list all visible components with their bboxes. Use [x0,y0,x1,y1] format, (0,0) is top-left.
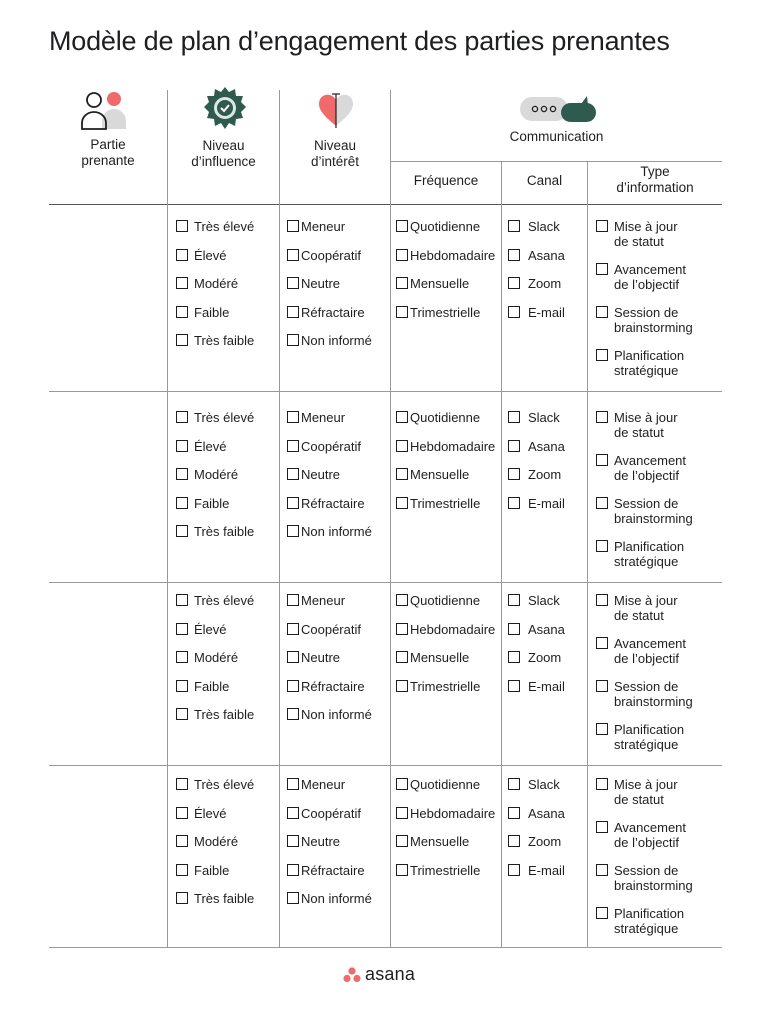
heart-icon [316,90,356,137]
type-information-option[interactable] [596,305,693,335]
badge-check-icon [203,86,247,135]
frequence-option[interactable] [396,410,480,425]
influence-checkbox[interactable] [176,835,188,847]
frequence-checkbox[interactable] [396,277,408,289]
influence-checkbox[interactable] [176,277,188,289]
interet-option-label: Neutre [301,467,341,482]
interet-checkbox[interactable] [287,468,299,480]
influence-option-label: Très élevé [194,219,255,234]
influence-option-label: Faible [194,679,230,694]
frequence-option[interactable] [396,439,495,454]
frequence-option-label: Quotidienne [410,593,481,608]
canal-option-label: E-mail [528,679,565,694]
canal-checkbox[interactable] [508,497,520,509]
influence-option-label: Élevé [194,439,227,454]
interet-option-label: Réfractaire [301,863,365,878]
type-information-option-label: Session de brainstorming [614,305,693,335]
influence-option[interactable] [176,496,229,511]
header-type-information: Type d’information [616,164,694,195]
frequence-option[interactable] [396,806,495,821]
frequence-option[interactable] [396,650,469,665]
interet-option[interactable] [287,248,361,263]
influence-checkbox[interactable] [176,651,188,663]
header-niveau-influence: Niveau d’influence [191,138,256,169]
influence-option[interactable] [176,622,227,637]
frequence-option[interactable] [396,622,495,637]
influence-checkbox[interactable] [176,623,188,635]
interet-option[interactable] [287,219,345,234]
influence-option[interactable] [176,467,238,482]
canal-option[interactable] [508,276,561,291]
influence-option[interactable] [176,863,229,878]
interet-option-label: Neutre [301,276,341,291]
canal-option-label: Slack [528,777,560,792]
canal-option[interactable] [508,410,560,425]
influence-option[interactable] [176,305,229,320]
influence-checkbox[interactable] [176,807,188,819]
canal-checkbox[interactable] [508,778,520,790]
interet-checkbox[interactable] [287,497,299,509]
canal-option-label: Slack [528,410,560,425]
canal-checkbox[interactable] [508,594,520,606]
canal-option-label: E-mail [528,305,565,320]
interet-option-label: Coopératif [301,248,361,263]
frequence-option[interactable] [396,248,495,263]
canal-option-label: Slack [528,219,560,234]
frequence-option[interactable] [396,305,480,320]
influence-option-label: Faible [194,305,230,320]
canal-checkbox[interactable] [508,468,520,480]
influence-option[interactable] [176,707,254,722]
frequence-option-label: Quotidienne [410,219,481,234]
type-information-checkbox[interactable] [596,637,608,649]
canal-option[interactable] [508,593,560,608]
influence-option-label: Très élevé [194,410,255,425]
interet-option-label: Meneur [301,410,346,425]
interet-option-label: Coopératif [301,622,361,637]
type-information-option[interactable] [596,539,684,569]
influence-option[interactable] [176,777,254,792]
frequence-checkbox[interactable] [396,594,408,606]
frequence-checkbox[interactable] [396,411,408,423]
frequence-checkbox[interactable] [396,468,408,480]
frequence-option-label: Hebdomadaire [410,806,496,821]
frequence-option[interactable] [396,219,480,234]
type-information-option[interactable] [596,636,686,666]
type-information-checkbox[interactable] [596,821,608,833]
influence-option-label: Modéré [194,276,239,291]
canal-checkbox[interactable] [508,411,520,423]
frequence-checkbox[interactable] [396,497,408,509]
frequence-option-label: Hebdomadaire [410,622,496,637]
type-information-option-label: Avancement de l’objectif [614,262,687,292]
canal-option-label: Asana [528,622,565,637]
canal-option[interactable] [508,496,565,511]
interet-option-label: Réfractaire [301,305,365,320]
influence-option-label: Faible [194,863,230,878]
canal-option-label: Slack [528,593,560,608]
influence-checkbox[interactable] [176,525,188,537]
frequence-option[interactable] [396,276,469,291]
influence-option[interactable] [176,219,254,234]
type-information-option-label: Session de brainstorming [614,496,693,526]
type-information-option[interactable] [596,348,684,378]
table-bottom-rule [49,947,722,948]
frequence-option[interactable] [396,593,480,608]
type-information-checkbox[interactable] [596,306,608,318]
frequence-checkbox[interactable] [396,651,408,663]
interet-option[interactable] [287,777,345,792]
interet-option[interactable] [287,650,340,665]
interet-checkbox[interactable] [287,220,299,232]
interet-checkbox[interactable] [287,277,299,289]
canal-checkbox[interactable] [508,306,520,318]
frequence-option-label: Trimestrielle [410,679,481,694]
type-information-checkbox[interactable] [596,263,608,275]
interet-option-label: Non informé [301,707,372,722]
interet-option-label: Meneur [301,593,346,608]
canal-option-label: Asana [528,806,565,821]
influence-checkbox[interactable] [176,680,188,692]
interet-checkbox[interactable] [287,306,299,318]
canal-checkbox[interactable] [508,623,520,635]
canal-checkbox[interactable] [508,249,520,261]
frequence-option-label: Mensuelle [410,276,470,291]
interet-option-label: Neutre [301,650,341,665]
influence-option-label: Élevé [194,622,227,637]
interet-option[interactable] [287,834,340,849]
influence-checkbox[interactable] [176,306,188,318]
type-information-checkbox[interactable] [596,454,608,466]
column-divider [587,161,588,947]
type-information-option[interactable] [596,777,678,807]
type-information-checkbox[interactable] [596,594,608,606]
frequence-checkbox[interactable] [396,220,408,232]
frequence-checkbox[interactable] [396,440,408,452]
canal-checkbox[interactable] [508,440,520,452]
canal-option[interactable] [508,834,561,849]
page-title: Modèle de plan d’engagement des parties prenantes [49,26,670,56]
canal-checkbox[interactable] [508,277,520,289]
interet-checkbox[interactable] [287,835,299,847]
influence-option-label: Élevé [194,806,227,821]
frequence-checkbox[interactable] [396,807,408,819]
influence-checkbox[interactable] [176,708,188,720]
interet-option[interactable] [287,439,361,454]
canal-option[interactable] [508,248,565,263]
header-communication: Communication [509,129,604,144]
canal-option-label: E-mail [528,863,565,878]
frequence-checkbox[interactable] [396,864,408,876]
type-information-option[interactable] [596,906,684,936]
type-information-checkbox[interactable] [596,540,608,552]
type-information-option-label: Mise à jour de statut [614,777,678,807]
interet-option-label: Meneur [301,777,346,792]
frequence-option-label: Quotidienne [410,410,481,425]
interet-option-label: Réfractaire [301,496,365,511]
influence-checkbox[interactable] [176,778,188,790]
type-information-option[interactable] [596,722,684,752]
influence-checkbox[interactable] [176,497,188,509]
influence-option[interactable] [176,593,254,608]
frequence-option[interactable] [396,496,480,511]
frequence-option[interactable] [396,467,469,482]
canal-option-label: Zoom [528,834,562,849]
canal-checkbox[interactable] [508,651,520,663]
canal-checkbox[interactable] [508,864,520,876]
canal-option[interactable] [508,622,565,637]
canal-checkbox[interactable] [508,680,520,692]
canal-option[interactable] [508,219,560,234]
type-information-option[interactable] [596,219,678,249]
influence-checkbox[interactable] [176,249,188,261]
canal-option[interactable] [508,467,561,482]
interet-option-label: Réfractaire [301,679,365,694]
frequence-checkbox[interactable] [396,680,408,692]
canal-option-label: E-mail [528,496,565,511]
canal-option[interactable] [508,650,561,665]
canal-checkbox[interactable] [508,220,520,232]
type-information-checkbox[interactable] [596,778,608,790]
influence-option-label: Modéré [194,834,239,849]
type-information-checkbox[interactable] [596,680,608,692]
interet-option[interactable] [287,707,372,722]
column-divider [390,90,391,947]
interet-option-label: Neutre [301,834,341,849]
frequence-checkbox[interactable] [396,306,408,318]
asana-logo [343,964,415,985]
interet-option[interactable] [287,679,365,694]
influence-option[interactable] [176,524,254,539]
interet-option-label: Coopératif [301,806,361,821]
chat-bubbles-icon [519,94,599,129]
interet-option[interactable] [287,333,372,348]
type-information-option-label: Planification stratégique [614,348,685,378]
influence-checkbox[interactable] [176,440,188,452]
influence-option-label: Modéré [194,650,239,665]
interet-option[interactable] [287,524,372,539]
interet-option[interactable] [287,593,345,608]
influence-checkbox[interactable] [176,220,188,232]
header-frequence: Fréquence [413,173,479,188]
influence-option[interactable] [176,806,227,821]
frequence-option-label: Quotidienne [410,777,481,792]
canal-checkbox[interactable] [508,835,520,847]
type-information-option-label: Avancement de l’objectif [614,636,687,666]
asana-logo-icon [343,967,361,983]
type-information-option[interactable] [596,262,686,292]
influence-option-label: Très faible [194,524,255,539]
influence-option-label: Très élevé [194,593,255,608]
interet-checkbox[interactable] [287,680,299,692]
frequence-option-label: Trimestrielle [410,305,481,320]
frequence-option-label: Hebdomadaire [410,439,496,454]
type-information-option-label: Avancement de l’objectif [614,453,687,483]
interet-option-label: Non informé [301,524,372,539]
column-divider [279,90,280,947]
frequence-option-label: Mensuelle [410,467,470,482]
interet-checkbox[interactable] [287,594,299,606]
interet-checkbox[interactable] [287,411,299,423]
type-information-checkbox[interactable] [596,864,608,876]
header-niveau-interet: Niveau d’intérêt [310,138,360,169]
column-divider [167,90,168,947]
type-information-checkbox[interactable] [596,411,608,423]
asana-logo-text: asana [365,964,416,984]
row-divider [49,391,722,392]
influence-option[interactable] [176,410,254,425]
header-canal: Canal [526,173,563,188]
influence-option-label: Faible [194,496,230,511]
influence-option[interactable] [176,834,238,849]
interet-option[interactable] [287,891,372,906]
frequence-option-label: Hebdomadaire [410,248,496,263]
frequence-checkbox[interactable] [396,778,408,790]
canal-option[interactable] [508,305,565,320]
canal-option[interactable] [508,679,565,694]
type-information-option-label: Mise à jour de statut [614,219,678,249]
type-information-option-label: Planification stratégique [614,906,685,936]
interet-option[interactable] [287,496,365,511]
frequence-checkbox[interactable] [396,835,408,847]
type-information-checkbox[interactable] [596,497,608,509]
influence-option[interactable] [176,248,227,263]
influence-option[interactable] [176,650,238,665]
influence-option[interactable] [176,891,254,906]
interet-option[interactable] [287,622,361,637]
type-information-option-label: Mise à jour de statut [614,593,678,623]
frequence-checkbox[interactable] [396,623,408,635]
influence-checkbox[interactable] [176,411,188,423]
frequence-option-label: Mensuelle [410,834,470,849]
type-information-option[interactable] [596,453,686,483]
interet-checkbox[interactable] [287,249,299,261]
interet-option[interactable] [287,467,340,482]
frequence-option-label: Trimestrielle [410,863,481,878]
interet-option-label: Non informé [301,891,372,906]
type-information-checkbox[interactable] [596,723,608,735]
interet-checkbox[interactable] [287,807,299,819]
type-information-option[interactable] [596,863,693,893]
frequence-option-label: Mensuelle [410,650,470,665]
type-information-option[interactable] [596,679,693,709]
type-information-option-label: Planification stratégique [614,722,685,752]
interet-option-label: Coopératif [301,439,361,454]
interet-option[interactable] [287,806,361,821]
influence-option[interactable] [176,679,229,694]
canal-option[interactable] [508,439,565,454]
type-information-option-label: Planification stratégique [614,539,685,569]
influence-option[interactable] [176,276,238,291]
interet-checkbox[interactable] [287,892,299,904]
influence-option-label: Très faible [194,891,255,906]
type-information-option-label: Session de brainstorming [614,863,693,893]
influence-option-label: Très élevé [194,777,255,792]
header-bottom-rule [49,204,722,205]
frequence-checkbox[interactable] [396,249,408,261]
type-information-option[interactable] [596,410,678,440]
canal-option[interactable] [508,777,560,792]
influence-checkbox[interactable] [176,468,188,480]
frequence-option[interactable] [396,834,469,849]
interet-checkbox[interactable] [287,334,299,346]
canal-option-label: Asana [528,248,565,263]
people-icon [80,90,128,137]
type-information-option-label: Avancement de l’objectif [614,820,687,850]
interet-option[interactable] [287,863,365,878]
type-information-option-label: Mise à jour de statut [614,410,678,440]
interet-option[interactable] [287,410,345,425]
row-divider [49,582,722,583]
frequence-option[interactable] [396,863,480,878]
interet-checkbox[interactable] [287,623,299,635]
frequence-option[interactable] [396,679,480,694]
influence-checkbox[interactable] [176,864,188,876]
type-information-option[interactable] [596,496,693,526]
row-divider [49,765,722,766]
interet-checkbox[interactable] [287,864,299,876]
type-information-checkbox[interactable] [596,349,608,361]
type-information-option[interactable] [596,820,686,850]
type-information-option-label: Session de brainstorming [614,679,693,709]
influence-checkbox[interactable] [176,594,188,606]
interet-checkbox[interactable] [287,525,299,537]
frequence-option[interactable] [396,777,480,792]
interet-checkbox[interactable] [287,778,299,790]
type-information-option[interactable] [596,593,678,623]
column-divider [501,161,502,947]
header-divider [391,161,722,162]
interet-checkbox[interactable] [287,708,299,720]
influence-checkbox[interactable] [176,892,188,904]
interet-checkbox[interactable] [287,651,299,663]
interet-option-label: Meneur [301,219,346,234]
interet-checkbox[interactable] [287,440,299,452]
canal-checkbox[interactable] [508,807,520,819]
type-information-checkbox[interactable] [596,907,608,919]
interet-option[interactable] [287,276,340,291]
canal-option-label: Zoom [528,650,562,665]
type-information-checkbox[interactable] [596,220,608,232]
canal-option-label: Zoom [528,467,562,482]
canal-option-label: Asana [528,439,565,454]
influence-option-label: Très faible [194,707,255,722]
canal-option[interactable] [508,806,565,821]
influence-option-label: Très faible [194,333,255,348]
influence-option[interactable] [176,333,254,348]
canal-option[interactable] [508,863,565,878]
interet-option-label: Non informé [301,333,372,348]
influence-option-label: Modéré [194,467,239,482]
frequence-option-label: Trimestrielle [410,496,481,511]
influence-checkbox[interactable] [176,334,188,346]
header-partie-prenante: Partie prenante [81,137,135,168]
interet-option[interactable] [287,305,365,320]
influence-option[interactable] [176,439,227,454]
influence-option-label: Élevé [194,248,227,263]
canal-option-label: Zoom [528,276,562,291]
